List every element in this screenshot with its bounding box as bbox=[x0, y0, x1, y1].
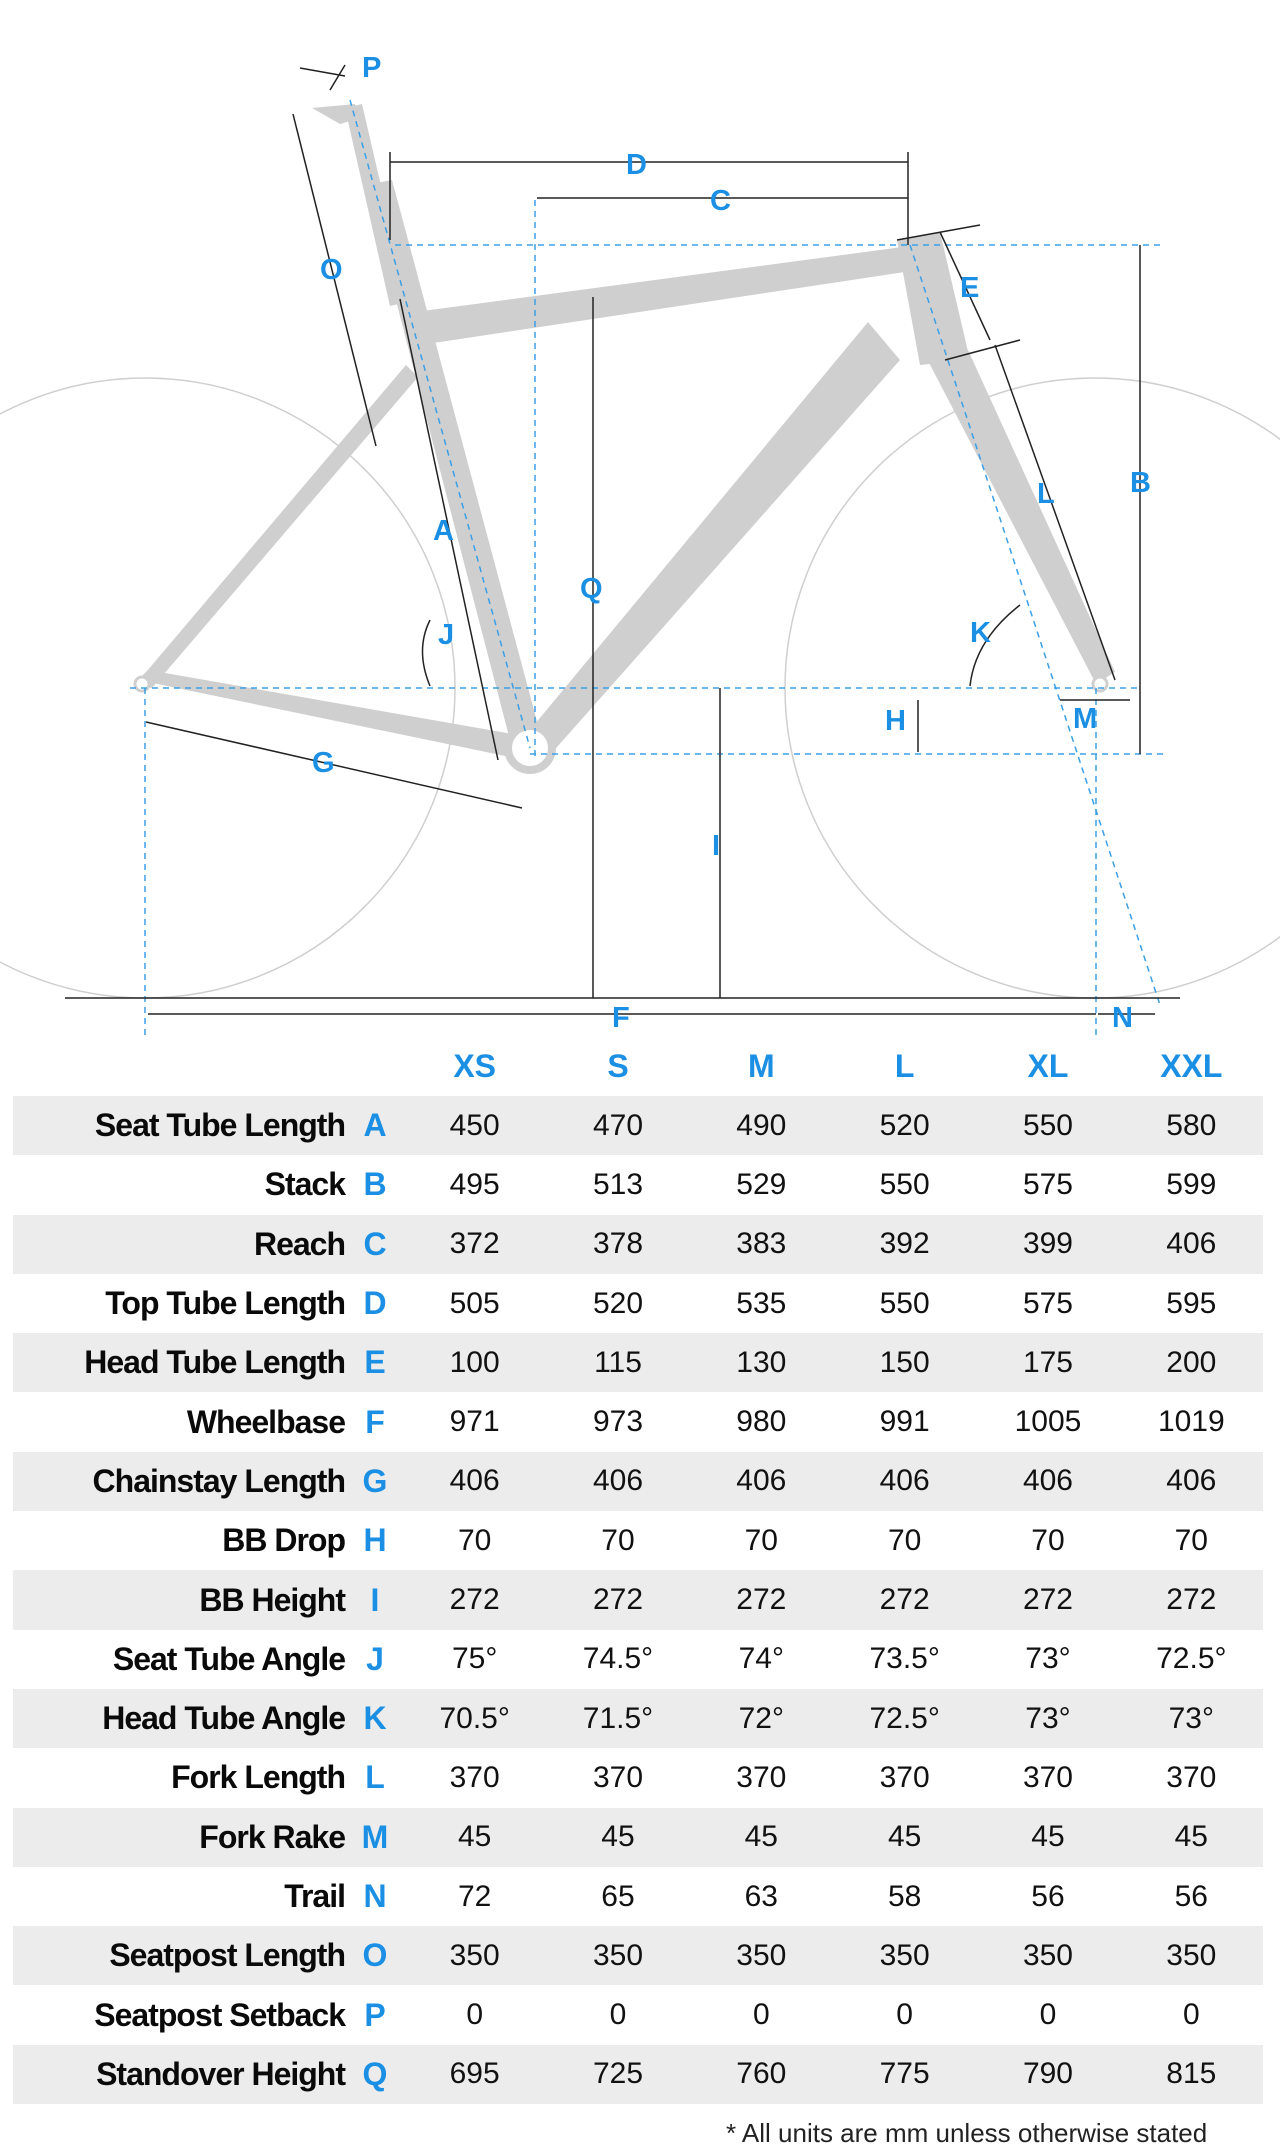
measurement-value: 991 bbox=[879, 1405, 930, 1439]
measurement-value: 406 bbox=[1120, 1215, 1263, 1274]
measurement-value: 695 bbox=[403, 2045, 546, 2104]
measurement-value: 0 bbox=[896, 1998, 913, 2032]
size-header: XL bbox=[1027, 1047, 1069, 1084]
measurement-value: 383 bbox=[690, 1215, 833, 1274]
measurement-letter: A bbox=[347, 1096, 403, 1155]
chainstay bbox=[138, 670, 535, 760]
table-row bbox=[13, 1333, 1263, 1392]
table-row bbox=[13, 1096, 1263, 1155]
measurement-value: 370 bbox=[879, 1760, 930, 1794]
measurement-letter: E bbox=[347, 1333, 403, 1392]
measurement-value: 520 bbox=[833, 1096, 976, 1155]
table-row bbox=[13, 1452, 1263, 1511]
measurement-name: Top Tube Length bbox=[105, 1285, 345, 1322]
measurement-value: 0 bbox=[466, 1998, 483, 2032]
measurement-value: 272 bbox=[690, 1570, 833, 1629]
measurement-value: 45 bbox=[546, 1808, 689, 1867]
seatstay bbox=[136, 365, 418, 688]
measurement-value: 272 bbox=[833, 1570, 976, 1629]
measurement-letter: B bbox=[363, 1166, 387, 1203]
measurement-value: 73° bbox=[1025, 1642, 1071, 1676]
table-row bbox=[13, 1689, 1263, 1748]
measurement-name: Seat Tube Length bbox=[13, 1096, 347, 1155]
table-row bbox=[13, 1274, 1263, 1333]
table-row bbox=[13, 1570, 1263, 1629]
measurement-value: 0 bbox=[1182, 1998, 1200, 2032]
measurement-value: 495 bbox=[449, 1167, 500, 1201]
measurement-name: Reach bbox=[13, 1215, 347, 1274]
measurement-name: Chainstay Length bbox=[13, 1452, 347, 1511]
measurement-value: 45 bbox=[1120, 1808, 1263, 1867]
size-header: S bbox=[607, 1047, 629, 1084]
measurement-value: 0 bbox=[1039, 1998, 1057, 2032]
measurement-value: 74° bbox=[738, 1642, 784, 1676]
label-G: G bbox=[312, 747, 335, 779]
measurement-value: 505 bbox=[449, 1286, 500, 1320]
label-A: A bbox=[433, 515, 454, 547]
measurement-value: 272 bbox=[976, 1570, 1119, 1629]
measurement-value: 575 bbox=[1022, 1286, 1073, 1320]
table-row bbox=[13, 1985, 1263, 2044]
measurement-value: 450 bbox=[403, 1096, 546, 1155]
measurement-value: 406 bbox=[976, 1452, 1119, 1511]
label-H: H bbox=[885, 705, 906, 737]
measurement-value: 775 bbox=[833, 2045, 976, 2104]
measurement-value: 100 bbox=[403, 1333, 546, 1392]
measurement-value: 350 bbox=[403, 1926, 546, 1985]
table-row bbox=[13, 1511, 1263, 1570]
measurement-value: 406 bbox=[403, 1452, 546, 1511]
table-row bbox=[13, 1867, 1263, 1926]
size-header: XXL bbox=[1160, 1047, 1223, 1084]
measurement-value: 973 bbox=[592, 1405, 644, 1439]
measurement-letter: Q bbox=[347, 2045, 403, 2104]
measurement-value: 406 bbox=[1120, 1452, 1263, 1511]
measurement-value: 272 bbox=[1120, 1570, 1263, 1629]
measurement-value: 535 bbox=[736, 1286, 787, 1320]
measurement-value: 73.5° bbox=[869, 1642, 940, 1676]
measurement-value: 550 bbox=[879, 1286, 930, 1320]
measurement-value: 725 bbox=[546, 2045, 689, 2104]
measurement-name: Fork Rake bbox=[13, 1808, 347, 1867]
measurement-value: 72° bbox=[690, 1689, 833, 1748]
measurement-value: 760 bbox=[690, 2045, 833, 2104]
measurement-letter: L bbox=[365, 1759, 385, 1796]
label-E: E bbox=[960, 272, 980, 304]
fork bbox=[925, 350, 1115, 684]
label-M: M bbox=[1073, 703, 1098, 735]
measurement-value: 0 bbox=[752, 1998, 770, 2032]
rear-dropout bbox=[135, 677, 149, 691]
measurement-value: 580 bbox=[1120, 1096, 1263, 1155]
measurement-letter: D bbox=[363, 1285, 387, 1322]
label-K: K bbox=[970, 617, 991, 649]
top-tube bbox=[415, 246, 918, 345]
measurement-value: 200 bbox=[1120, 1333, 1263, 1392]
label-F: F bbox=[612, 1002, 630, 1034]
measurement-value: 73° bbox=[1120, 1689, 1263, 1748]
measurement-value: 350 bbox=[833, 1926, 976, 1985]
measurement-value: 74.5° bbox=[582, 1642, 654, 1676]
measurement-value: 370 bbox=[1022, 1760, 1073, 1794]
measurement-name: Stack bbox=[264, 1166, 345, 1203]
measurement-name: Seatpost Length bbox=[13, 1926, 347, 1985]
measurement-value: 971 bbox=[449, 1405, 500, 1439]
label-P: P bbox=[362, 52, 382, 84]
table-row bbox=[13, 1926, 1263, 1985]
measurement-value: 406 bbox=[690, 1452, 833, 1511]
size-header: L bbox=[894, 1047, 915, 1084]
measurement-letter: F bbox=[365, 1403, 385, 1440]
measurement-value: 175 bbox=[976, 1333, 1119, 1392]
measurement-value: 70 bbox=[457, 1523, 492, 1557]
measurement-name: Trail bbox=[284, 1878, 345, 1914]
table-row bbox=[13, 1808, 1263, 1867]
measurement-value: 56 bbox=[1031, 1879, 1065, 1913]
measurement-value: 58 bbox=[887, 1879, 922, 1913]
measurement-letter: C bbox=[347, 1215, 403, 1274]
measurement-value: 70 bbox=[887, 1523, 922, 1557]
measurement-value: 980 bbox=[736, 1405, 787, 1439]
measurement-value: 370 bbox=[592, 1760, 644, 1794]
reference-lines bbox=[130, 100, 1165, 1040]
measurement-value: 115 bbox=[546, 1333, 689, 1392]
geometry-table-body bbox=[13, 1096, 1263, 2104]
measurement-value: 370 bbox=[1166, 1760, 1217, 1794]
measurement-value: 272 bbox=[546, 1570, 689, 1629]
label-I: I bbox=[712, 830, 721, 862]
label-L: L bbox=[1037, 478, 1055, 510]
measurement-value: 70 bbox=[601, 1523, 635, 1557]
measurement-value: 45 bbox=[976, 1808, 1119, 1867]
table-row bbox=[13, 1392, 1263, 1451]
down-tube bbox=[520, 322, 900, 764]
measurement-value: 56 bbox=[1174, 1879, 1208, 1913]
measurement-name: Fork Length bbox=[171, 1759, 345, 1796]
measurement-letter: G bbox=[347, 1452, 403, 1511]
measurement-value: 350 bbox=[546, 1926, 689, 1985]
measurement-value: 372 bbox=[403, 1215, 546, 1274]
size-header-row bbox=[13, 1036, 1263, 1096]
measurement-value: 399 bbox=[976, 1215, 1119, 1274]
measurement-value: 70 bbox=[744, 1523, 778, 1557]
measurement-value: 370 bbox=[736, 1760, 787, 1794]
measurement-value: 1019 bbox=[1157, 1405, 1225, 1439]
measurement-letter: I bbox=[347, 1570, 403, 1629]
measurement-name: Seatpost Setback bbox=[94, 1996, 345, 2033]
footnote: * All units are mm unless otherwise stated bbox=[726, 2118, 1208, 2148]
measurement-value: 599 bbox=[1166, 1167, 1217, 1201]
label-C: C bbox=[710, 185, 731, 217]
measurement-value: 70.5° bbox=[403, 1689, 546, 1748]
measurement-value: 72 bbox=[457, 1879, 492, 1913]
measurement-value: 45 bbox=[833, 1808, 976, 1867]
measurement-value: 550 bbox=[976, 1096, 1119, 1155]
measurement-value: 72.5° bbox=[1156, 1642, 1227, 1676]
measurement-value: 45 bbox=[690, 1808, 833, 1867]
measurement-value: 575 bbox=[1022, 1167, 1073, 1201]
measurement-value: 520 bbox=[592, 1286, 644, 1320]
size-header: XS bbox=[453, 1047, 496, 1084]
bike-frame bbox=[135, 104, 1115, 770]
measurement-name: Seat Tube Angle bbox=[112, 1640, 345, 1677]
measurement-value: 150 bbox=[833, 1333, 976, 1392]
table-row bbox=[13, 2045, 1263, 2104]
measurement-value: 529 bbox=[736, 1167, 787, 1201]
measurement-value: 73° bbox=[976, 1689, 1119, 1748]
front-dropout bbox=[1093, 677, 1107, 691]
table-row bbox=[13, 1748, 1263, 1807]
geometry-table bbox=[13, 1036, 1263, 2104]
label-N: N bbox=[1112, 1002, 1133, 1034]
measurement-letter: N bbox=[363, 1878, 387, 1914]
measurement-value: 70 bbox=[1174, 1523, 1208, 1557]
measurement-value: 272 bbox=[403, 1570, 546, 1629]
measurement-value: 350 bbox=[690, 1926, 833, 1985]
measurement-value: 65 bbox=[601, 1879, 635, 1913]
measurement-name: BB Height bbox=[13, 1570, 347, 1629]
measurement-letter: K bbox=[347, 1689, 403, 1748]
measurement-value: 406 bbox=[833, 1452, 976, 1511]
measurement-value: 513 bbox=[592, 1167, 644, 1201]
measurement-name: Standover Height bbox=[13, 2045, 347, 2104]
measurement-value: 370 bbox=[449, 1760, 500, 1794]
measurement-value: 595 bbox=[1166, 1286, 1217, 1320]
measurement-value: 350 bbox=[1120, 1926, 1263, 1985]
dimension-lines bbox=[146, 65, 1155, 1014]
measurement-value: 72.5° bbox=[833, 1689, 976, 1748]
measurement-value: 1005 bbox=[1014, 1405, 1082, 1439]
header-blank bbox=[347, 1036, 403, 1096]
measurement-value: 392 bbox=[833, 1215, 976, 1274]
label-B: B bbox=[1130, 467, 1151, 499]
measurement-value: 490 bbox=[690, 1096, 833, 1155]
measurement-letter: M bbox=[347, 1808, 403, 1867]
measurement-name: Head Tube Angle bbox=[13, 1689, 347, 1748]
measurement-value: 75° bbox=[451, 1642, 498, 1676]
table-row bbox=[13, 1155, 1263, 1214]
measurement-name: Head Tube Length bbox=[13, 1333, 347, 1392]
measurement-value: 378 bbox=[546, 1215, 689, 1274]
measurement-letter: O bbox=[347, 1926, 403, 1985]
header-blank bbox=[13, 1036, 347, 1096]
measurement-value: 815 bbox=[1120, 2045, 1263, 2104]
measurement-name: BB Drop bbox=[222, 1522, 345, 1559]
measurement-letter: J bbox=[366, 1640, 384, 1677]
measurement-name: Wheelbase bbox=[186, 1403, 345, 1440]
label-Q: Q bbox=[580, 573, 603, 605]
measurement-letter: H bbox=[363, 1522, 387, 1559]
label-D: D bbox=[626, 149, 647, 181]
measurement-value: 130 bbox=[690, 1333, 833, 1392]
label-O: O bbox=[320, 254, 343, 286]
measurement-value: 0 bbox=[609, 1998, 627, 2032]
measurement-value: 790 bbox=[976, 2045, 1119, 2104]
measurement-letter: P bbox=[364, 1996, 386, 2033]
table-row bbox=[13, 1215, 1263, 1274]
measurement-value: 406 bbox=[546, 1452, 689, 1511]
measurement-value: 70 bbox=[1031, 1523, 1065, 1557]
size-header: M bbox=[747, 1047, 775, 1084]
measurement-value: 550 bbox=[879, 1167, 930, 1201]
bike-geometry-diagram bbox=[0, 0, 1280, 1040]
measurement-value: 350 bbox=[976, 1926, 1119, 1985]
label-J: J bbox=[438, 619, 455, 651]
measurement-value: 470 bbox=[546, 1096, 689, 1155]
measurement-value: 63 bbox=[744, 1879, 778, 1913]
table-row bbox=[13, 1630, 1263, 1689]
measurement-value: 71.5° bbox=[546, 1689, 689, 1748]
measurement-value: 45 bbox=[403, 1808, 546, 1867]
